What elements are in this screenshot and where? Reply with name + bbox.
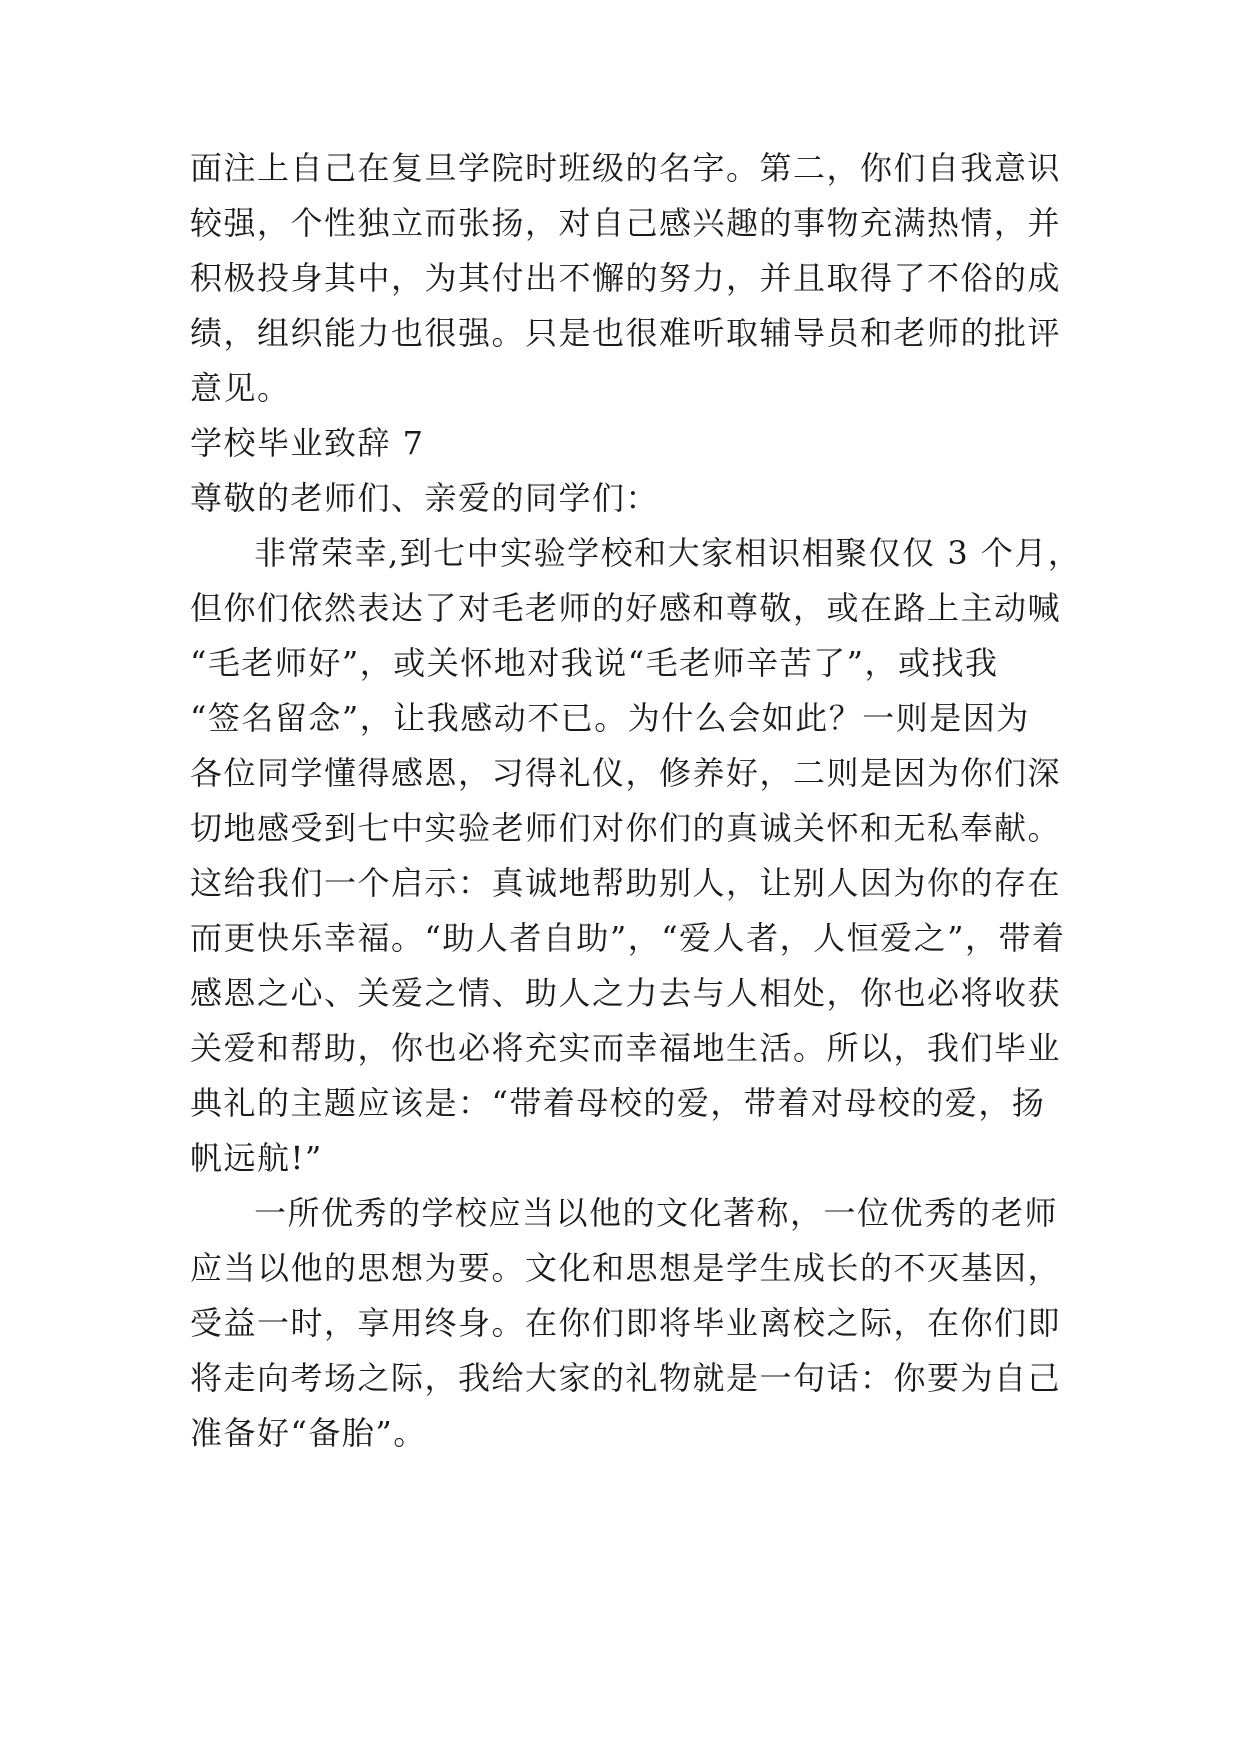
salutation: 尊敬的老师们、亲爱的同学们： [190,479,660,517]
paragraph-1-line: 但你们依然表达了对毛老师的好感和尊敬，或在路上主动喊 [190,589,1062,627]
paragraph-1-line: 非常荣幸,到七中实验学校和大家相识相聚仅仅 3 个月， [254,534,1082,572]
section-title: 学校毕业致辞 7 [190,424,425,462]
paragraph-1-line: 帆远航!” [190,1139,323,1177]
body-text-line: 面注上自己在复旦学院时班级的名字。第二，你们自我意识 [190,149,1062,187]
paragraph-2-line: 准备好“备胎”。 [190,1414,427,1452]
paragraph-1-line: 切地感受到七中实验老师们对你们的真诚关怀和无私奉献。 [190,809,1062,847]
paragraph-2-line: 受益一时，享用终身。在你们即将毕业离校之际，在你们即 [190,1304,1062,1342]
paragraph-1-line: 这给我们一个启示：真诚地帮助别人，让别人因为你的存在 [190,864,1062,902]
paragraph-1-line: “毛老师好”，或关怀地对我说“毛老师辛苦了”，或找我 [190,644,999,682]
body-text-line: 较强，个性独立而张扬，对自己感兴趣的事物充满热情，并 [190,204,1062,242]
paragraph-1-line: 典礼的主题应该是：“带着母校的爱，带着对母校的爱，扬 [190,1084,1046,1122]
paragraph-2-line: 一所优秀的学校应当以他的文化著称，一位优秀的老师 [254,1194,1059,1232]
body-text-line: 意见。 [190,369,291,407]
paragraph-1-line: 关爱和帮助，你也必将充实而幸福地生活。所以，我们毕业 [190,1029,1062,1067]
paragraph-2-line: 应当以他的思想为要。文化和思想是学生成长的不灭基因， [190,1249,1062,1287]
paragraph-2-line: 将走向考场之际，我给大家的礼物就是一句话：你要为自己 [190,1359,1062,1397]
body-text-line: 积极投身其中，为其付出不懈的努力，并且取得了不俗的成 [190,259,1062,297]
paragraph-1-line: “签名留念”，让我感动不已。为什么会如此？一则是因为 [190,699,1030,737]
body-text-line: 绩，组织能力也很强。只是也很难听取辅导员和老师的批评 [190,314,1062,352]
paragraph-1-line: 而更快乐幸福。“助人者自助”，“爱人者，人恒爱之”，带着 [190,919,1066,957]
paragraph-1-line: 感恩之心、关爱之情、助人之力去与人相处，你也必将收获 [190,974,1062,1012]
paragraph-1-line: 各位同学懂得感恩，习得礼仪，修养好，二则是因为你们深 [190,754,1062,792]
